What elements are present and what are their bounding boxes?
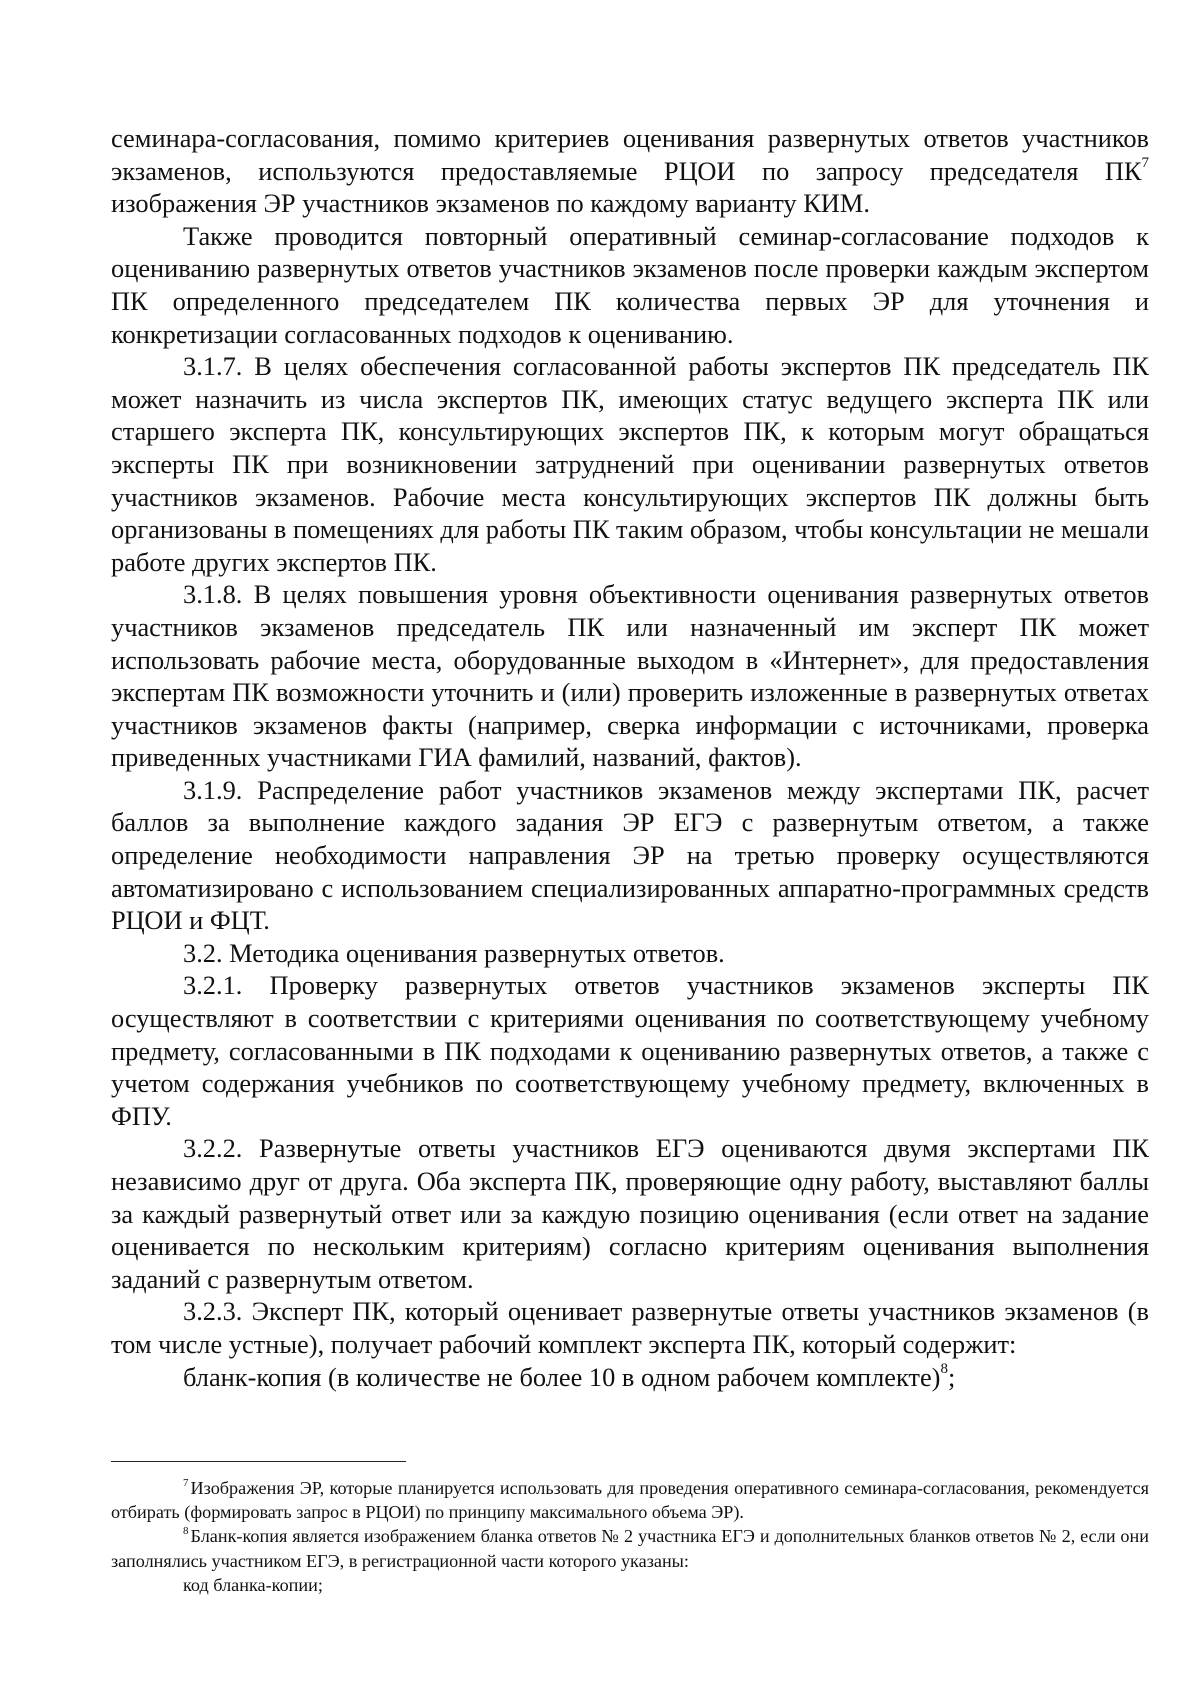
footnote-text: Изображения ЭР, которые планируется использовать для проведения оперативного семинара-согласования, рекомендуется отбирать (формировать запрос в РЦОИ) по принципу максимального объема ЭР).	[111, 1478, 1149, 1523]
footnote-7	[111, 1476, 1149, 1524]
paragraph-3-1-8: 3.1.8. В целях повышения уровня объективности оценивания развернутых ответов участников экзаменов председатель ПК или назначенный им эксперт ПК может использовать рабочие места, оборудованные выходом в «Интернет», для предоставления экспертам ПК возможности уточнить и (или) проверить изложенные в развернутых ответах участников экзаменов факты (например, сверка информации с источниками, проверка приведенных участниками ГИА фамилий, названий, фактов).	[111, 579, 1149, 773]
paragraph-continuation	[111, 122, 1149, 220]
footnote-reference-8: 8	[940, 1360, 948, 1377]
paragraph-3-2-2: 3.2.2. Развернутые ответы участников ЕГЭ оцениваются двумя экспертами ПК независимо друг от друга. Оба эксперта ПК, проверяющие одну работу, выставляют баллы за каждый развернутый ответ или за каждую позицию оценивания (если ответ на задание оценивается по нескольким критериям) согласно критериям оценивания выполнения заданий с развернутым ответом.	[111, 1133, 1149, 1294]
footnote-separator	[111, 1461, 406, 1462]
paragraph-3-1-9: 3.1.9. Распределение работ участников экзаменов между экспертами ПК, расчет баллов за выполнение каждого задания ЭР ЕГЭ с развернутым ответом, а также определение необходимости направления ЭР на третью проверку осуществляются автоматизировано с использованием специализированных аппаратно-программных средств РЦОИ и ФЦТ.	[111, 774, 1149, 936]
paragraph-text: семинара-согласования, помимо критериев оценивания развернутых ответов участников экзаменов, используются предоставляемые РЦОИ по запросу председателя ПК	[111, 123, 1149, 186]
footnote-mark: 7	[183, 1477, 189, 1489]
list-item-text: бланк-копия (в количестве не более 10 в одном рабочем комплекте)	[183, 1361, 941, 1392]
paragraph-repeat-seminar: Также проводится повторный оперативный семинар-согласование подходов к оцениванию развернутых ответов участников экзаменов после проверки каждым экспертом ПК определенного председателем ПК количества первых ЭР для уточнения и конкретизации согласованных подходов к оцениванию.	[111, 220, 1149, 349]
list-item-blank-copy	[111, 1361, 1149, 1394]
document-body	[111, 122, 1149, 1393]
footnote-8-continuation: код бланка-копии;	[183, 1574, 323, 1595]
section-heading-3-2: 3.2. Методика оценивания развернутых ответов.	[183, 937, 725, 968]
footnotes	[111, 1476, 1149, 1597]
footnote-reference-7: 7	[1141, 154, 1149, 171]
paragraph-text: изображения ЭР участников экзаменов по каждому варианту КИМ.	[111, 188, 870, 219]
footnote-text: Бланк-копия является изображением бланка ответов № 2 участника ЕГЭ и дополнительных бланков ответов № 2, если они заполнялись участником ЕГЭ, в регистрационной части которого указаны:	[111, 1526, 1149, 1571]
footnote-mark: 8	[183, 1525, 189, 1538]
footnote-8	[111, 1524, 1149, 1572]
list-item-text: ;	[947, 1361, 956, 1392]
paragraph-3-1-7: 3.1.7. В целях обеспечения согласованной работы экспертов ПК председатель ПК может назначить из числа экспертов ПК, имеющих статус ведущего эксперта ПК или старшего эксперта ПК, консультирующих экспертов ПК, к которым могут обращаться эксперты ПК при возникновении затруднений при оценивании развернутых ответов участников экзаменов. Рабочие места консультирующих экспертов ПК должны быть организованы в помещениях для работы ПК таким образом, чтобы консультации не мешали работе других экспертов ПК.	[111, 351, 1150, 577]
paragraph-3-2-1: 3.2.1. Проверку развернутых ответов участников экзаменов эксперты ПК осуществляют в соответствии с критериями оценивания по соответствующему учебному предмету, согласованными в ПК подходами к оцениванию развернутых ответов, а также с учетом содержания учебников по соответствующему учебному предмету, включенных в ФПУ.	[111, 970, 1149, 1131]
paragraph-3-2-3: 3.2.3. Эксперт ПК, который оценивает развернутые ответы участников экзаменов (в том числе устные), получает рабочий комплект эксперта ПК, который содержит:	[111, 1296, 1149, 1359]
